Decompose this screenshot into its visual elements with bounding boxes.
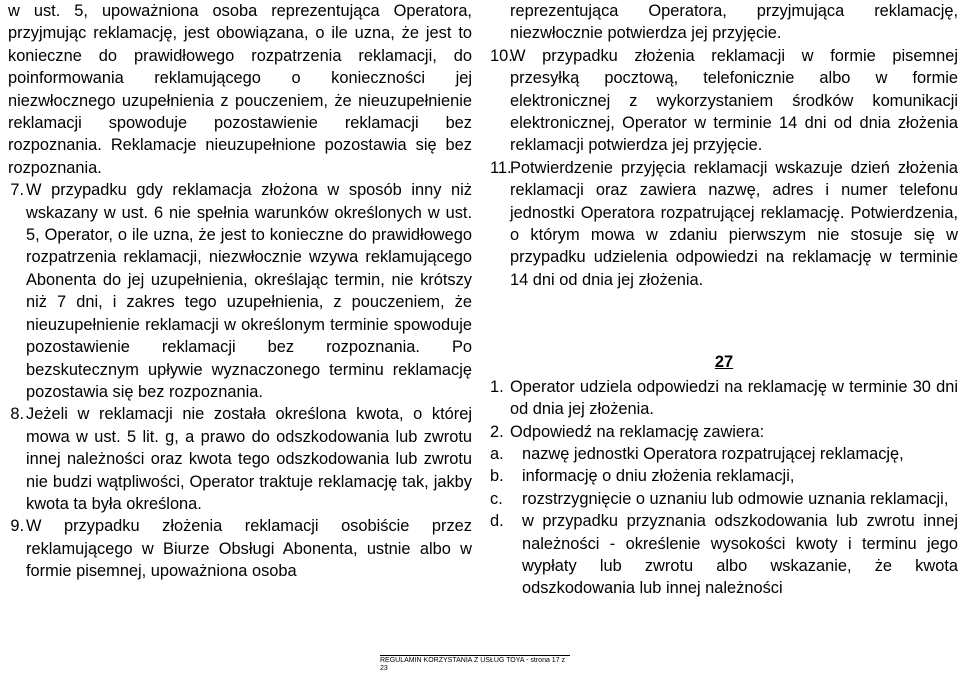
- list-text: Potwierdzenie przyjęcia reklamacji wskazuje dzień złożenia reklamacji oraz zawiera nazwę, adres i numer telefonu jednostki Operatora rozpatrującej reklamację. Potwierdzenia, o którym mowa w zdaniu pierwszym nie stosuje się w przypadku udzielenia odpowiedzi na reklamację w terminie 14 dni od dnia jej złożenia.: [510, 158, 958, 289]
- sub-letter: d.: [490, 512, 504, 531]
- sub-item-c: [490, 488, 958, 510]
- sub-text: nazwę jednostki Operatora rozpatrującej reklamację,: [522, 444, 904, 463]
- page-footer: REGULAMIN KORZYSTANIA Z USŁUG TOYA - strona 17 z 23: [380, 655, 570, 673]
- list-text: Jeżeli w reklamacji nie została określona kwota, o której mowa w ust. 5 lit. g, a prawo do odszkodowania lub zwrotu innej należności oraz kwota tego odszkodowania lub zwrotu nie budzi wątpliwości, Operator traktuje reklamację tak, jakby kwota ta była określona.: [26, 405, 472, 513]
- continued-paragraph: reprezentująca Operatora, przyjmująca reklamację, niezwłocznie potwierdza jej przyjęcie.: [510, 2, 958, 43]
- list-item-11: [490, 157, 958, 291]
- list-text: W przypadku gdy reklamacja złożona w sposób inny niż wskazany w ust. 6 nie spełnia warunków określonych w ust. 5, Operator, o ile uzna, że jest to konieczne do prawidłowego rozpatrzenia reklamacji, niezwłocznie wzywa reklamującego Abonenta do jej uzupełnienia, określając termin, nie krótszy niż 7 dni, i zakres tego uzupełnienia, z pouczeniem, że nieuzupełnienie reklamacji w określonym terminie spowoduje pozostawienie reklamacji bez rozpoznania. Po bezskutecznym upływie wyznaczonego terminu reklamację pozostawia się bez rozpoznania.: [26, 181, 472, 401]
- sub-item-b: [490, 465, 958, 487]
- list-text: Operator udziela odpowiedzi na reklamację w terminie 30 dni od dnia jej złożenia.: [510, 377, 958, 419]
- section-number: 27: [714, 353, 734, 372]
- sub-letter: b.: [490, 467, 504, 486]
- list-number: 11.: [490, 158, 512, 177]
- list-item-10: [490, 45, 958, 157]
- sub-letter: a.: [490, 444, 504, 463]
- sub-text: w przypadku przyznania odszkodowania lub zwrotu innej należności - określenie wysokości kwoty i terminu jego wypłaty lub zwrotu albo wskazanie, że kwota odszkodowania lub innej należności: [522, 512, 958, 598]
- sub-letter: c.: [490, 489, 503, 508]
- list-text: W przypadku złożenia reklamacji w formie pisemnej przesyłką pocztową, telefonicznie albo w formie elektronicznej z wykorzystaniem środków komunikacji elektronicznej, Operator w terminie 14 dni od dnia złożenia reklamacji potwierdza jej przyjęcie.: [510, 46, 958, 155]
- left-column: [8, 0, 472, 583]
- sub-text: rozstrzygnięcie o uznaniu lub odmowie uznania reklamacji,: [522, 489, 949, 508]
- section-item-1: [490, 376, 958, 421]
- list-item-8: [8, 403, 472, 515]
- list-item-7: [8, 179, 472, 403]
- list-number: 7.: [10, 181, 24, 200]
- list-number: 1.: [490, 377, 504, 396]
- right-column: [490, 0, 958, 600]
- list-number: 10.: [490, 46, 513, 65]
- sub-item-a: [490, 443, 958, 465]
- list-text: Odpowiedź na reklamację zawiera:: [510, 422, 765, 441]
- sub-text: informację o dniu złożenia reklamacji,: [522, 467, 795, 486]
- continued-paragraph: w ust. 5, upoważniona osoba reprezentująca Operatora, przyjmując reklamację, jest obowiązana, o ile uzna, że jest to konieczne do prawidłowego rozpatrzenia reklamacji, do poinformowania reklamującego o konieczności jej niezwłocznego uzupełnienia z pouczeniem, że nieuzupełnienie reklamacji spowoduje pozostawienie reklamacji bez rozpoznania. Reklamacje nieuzupełnione pozostawia się bez rozpoznania.: [8, 2, 472, 177]
- sub-item-d: [490, 510, 958, 600]
- list-item-9: [8, 515, 472, 582]
- section-item-2: [490, 421, 958, 443]
- list-number: 2.: [490, 422, 504, 441]
- list-text: W przypadku złożenia reklamacji osobiście przez reklamującego w Biurze Obsługi Abonenta, ustnie albo w formie pisemnej, upoważniona osoba: [26, 517, 472, 581]
- list-number: 8.: [10, 405, 24, 424]
- list-number: 9.: [10, 517, 24, 536]
